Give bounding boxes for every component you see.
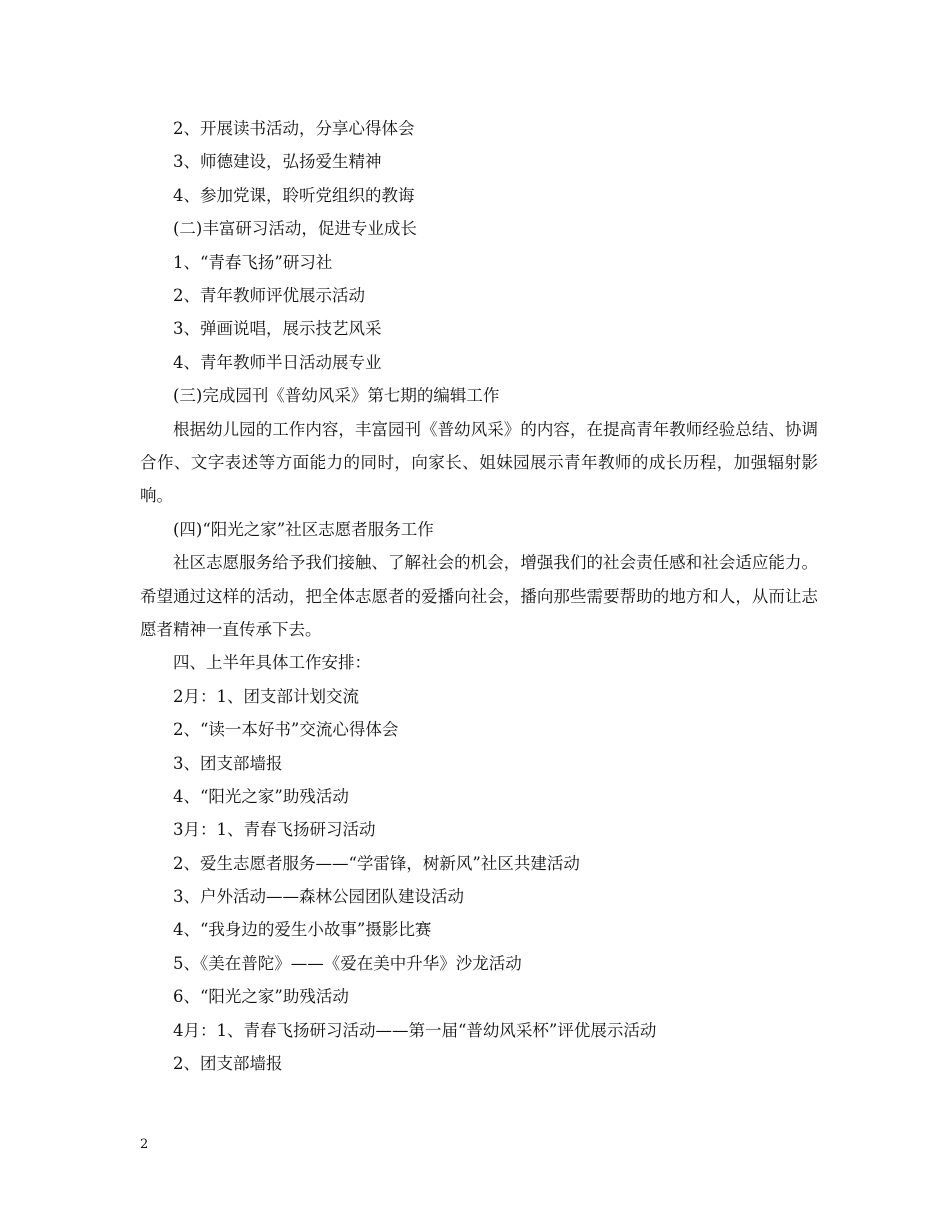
section-heading: (三)完成园刊《普幼风采》第七期的编辑工作 xyxy=(173,386,500,406)
text-line: 3、弹画说唱，展示技艺风采 xyxy=(173,319,382,339)
text-line: 6、“阳光之家”助残活动 xyxy=(173,987,349,1007)
text-line: 2、“读一本好书”交流心得体会 xyxy=(173,720,399,740)
text-line: 3、户外活动——森林公园团队建设活动 xyxy=(173,887,464,907)
text-line: 4、青年教师半日活动展专业 xyxy=(173,352,382,372)
text-line: 2、开展读书活动，分享心得体会 xyxy=(173,119,415,138)
text-line: 4、参加党课，聆听党组织的教诲 xyxy=(173,185,415,205)
text-line: 2、爱生志愿者服务——“学雷锋，树新风”社区共建活动 xyxy=(173,853,580,873)
section-heading: 四、上半年具体工作安排： xyxy=(173,653,371,673)
text-line: 3、师德建设，弘扬爱生精神 xyxy=(173,152,382,172)
paragraph: 根据幼儿园的工作内容，丰富园刊《普幼风采》的内容，在提高青年教师经验总结、协调合作、文字表述等方面能力的同时，向家长、姐妹园展示青年教师的成长历程，加强辐射影响。 xyxy=(140,419,818,506)
page-number: 2 xyxy=(140,1137,149,1152)
text-line: 4、“阳光之家”助残活动 xyxy=(173,786,349,806)
text-line: 4月：1、青春飞扬研习活动——第一届“普幼风采杯”评优展示活动 xyxy=(173,1020,657,1040)
section-heading: (二)丰富研习活动，促进专业成长 xyxy=(173,219,417,239)
text-line: 2月：1、团支部计划交流 xyxy=(173,686,359,706)
text-line: 2、团支部墙报 xyxy=(173,1054,283,1074)
document-body xyxy=(140,112,818,1080)
text-line: 3月：1、青春飞扬研习活动 xyxy=(173,820,376,840)
paragraph: 社区志愿服务给予我们接触、了解社会的机会，增强我们的社会责任感和社会适应能力。希望通过这样的活动，把全体志愿者的爱播向社会，播向那些需要帮助的地方和人，从而让志愿者精神一直传承下去。 xyxy=(140,553,818,639)
section-heading: (四)“阳光之家”社区志愿者服务工作 xyxy=(173,519,434,539)
text-line: 1、“青春飞扬”研习社 xyxy=(173,252,333,272)
text-line: 4、“我身边的爱生小故事”摄影比赛 xyxy=(173,920,432,940)
text-line: 2、青年教师评优展示活动 xyxy=(173,285,365,305)
text-line: 5、《美在普陀》——《爱在美中升华》沙龙活动 xyxy=(173,953,522,973)
text-line: 3、团支部墙报 xyxy=(173,753,283,773)
